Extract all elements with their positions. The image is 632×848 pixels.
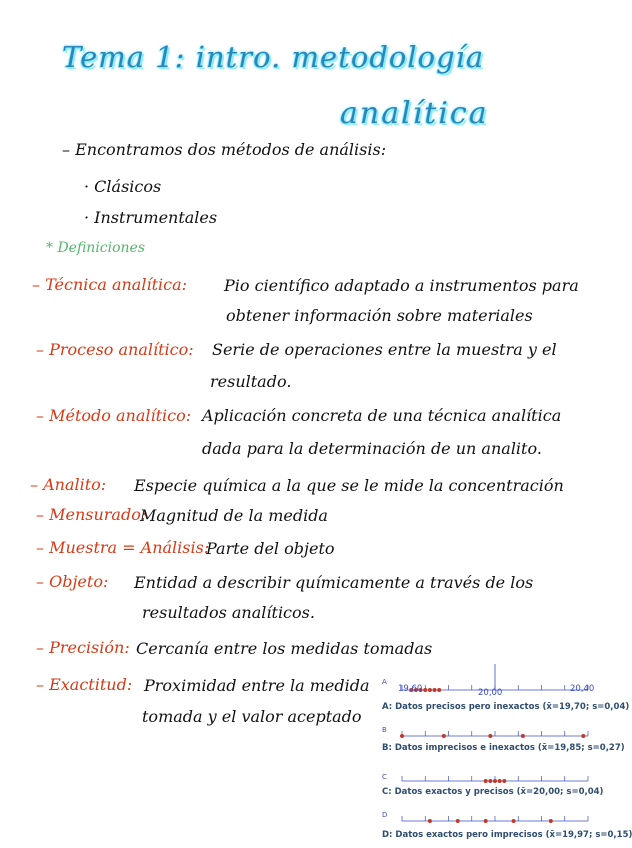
data-point — [549, 819, 553, 823]
definition-term: – Método analítico: — [36, 406, 192, 425]
definition-text: Magnitud de la medida — [140, 506, 328, 525]
page-title: Tema 1: intro. metodología — [62, 40, 485, 74]
definition-text: resultados analíticos. — [142, 603, 315, 622]
definition-text: Proximidad entre la medida — [144, 676, 370, 695]
row-caption: B: Datos imprecisos e inexactos (x̄=19,85; s=0,27) — [382, 743, 625, 753]
definition-term: – Analito: — [30, 475, 107, 494]
definition-text: Pio científico adaptado a instrumentos para — [224, 276, 579, 295]
data-point — [437, 688, 441, 692]
definition-term: – Muestra = Análisis: — [36, 538, 210, 557]
definition-term-label: Objeto: — [49, 572, 109, 591]
definition-text: obtener información sobre materiales — [226, 306, 533, 325]
definition-text: Cercanía entre los medidas tomadas — [136, 639, 433, 658]
intro-text: Encontramos dos métodos de análisis: — [75, 140, 387, 159]
data-point — [400, 734, 404, 738]
data-point — [521, 734, 525, 738]
data-point — [433, 688, 437, 692]
intro-item-label: Instrumentales — [94, 208, 218, 227]
row-caption: D: Datos exactos pero imprecisos (x̄=19,97; s=0,15) — [382, 830, 632, 840]
data-point — [488, 734, 492, 738]
intro-item: · Instrumentales — [84, 208, 218, 227]
definition-term: – Precisión: — [36, 638, 130, 657]
intro-line: – Encontramos dos métodos de análisis: — [62, 140, 387, 159]
definition-term-label: Mensurado: — [49, 505, 147, 524]
definition-term: – Proceso analítico: — [36, 340, 194, 359]
row-letter: A — [382, 678, 387, 686]
row-letter: D — [382, 811, 388, 819]
definition-term-label: Precisión: — [49, 638, 130, 657]
data-point — [456, 819, 460, 823]
definition-term: – Exactitud: — [36, 675, 133, 694]
data-point — [484, 819, 488, 823]
definition-text: Parte del objeto — [206, 539, 335, 558]
data-point — [442, 734, 446, 738]
definition-text: Serie de operaciones entre la muestra y el — [212, 340, 557, 359]
definition-term: – Técnica analítica: — [32, 275, 188, 294]
data-point — [498, 779, 502, 783]
definitions-heading: * Definiciones — [46, 240, 146, 256]
data-point — [488, 779, 492, 783]
row-caption: C: Datos exactos y precisos (x̄=20,00; s=0,04) — [382, 787, 604, 797]
definition-term-label: Proceso analítico: — [49, 340, 194, 359]
row-letter: B — [382, 726, 387, 734]
data-point — [493, 779, 497, 783]
page-title-line2: analítica — [340, 96, 489, 131]
definition-term: – Objeto: — [36, 572, 109, 591]
definition-text: resultado. — [210, 372, 292, 391]
definition-text: tomada y el valor aceptado — [142, 707, 362, 726]
definition-term-label: Técnica analítica: — [45, 275, 188, 294]
definitions-heading-label: Definiciones — [57, 240, 146, 256]
tick-label: 20,40 — [570, 684, 595, 694]
data-point — [484, 779, 488, 783]
definition-text: Aplicación concreta de una técnica analítica — [202, 406, 562, 425]
intro-item-label: Clásicos — [94, 177, 162, 196]
definition-term-label: Muestra = Análisis: — [49, 538, 210, 557]
definition-term-label: Exactitud: — [49, 675, 133, 694]
definition-text: dada para la determinación de un analito. — [202, 439, 542, 458]
data-point — [581, 734, 585, 738]
data-point — [428, 688, 432, 692]
definition-term-label: Método analítico: — [49, 406, 192, 425]
row-letter: C — [382, 773, 387, 781]
definition-text: Entidad a describir químicamente a través de los — [134, 573, 534, 592]
data-point — [428, 819, 432, 823]
definition-text: Especie química a la que se le mide la concentración — [134, 476, 564, 495]
data-point — [423, 688, 427, 692]
data-point — [502, 779, 506, 783]
intro-item: · Clásicos — [84, 177, 162, 196]
tick-label: 19,60 — [398, 684, 423, 694]
row-caption: A: Datos precisos pero inexactos (x̄=19,70; s=0,04) — [382, 702, 630, 712]
precision-accuracy-figure — [368, 660, 632, 848]
data-point — [512, 819, 516, 823]
definition-term: – Mensurado: — [36, 505, 147, 524]
tick-label: 20,00 — [478, 688, 503, 698]
definition-term-label: Analito: — [43, 475, 107, 494]
